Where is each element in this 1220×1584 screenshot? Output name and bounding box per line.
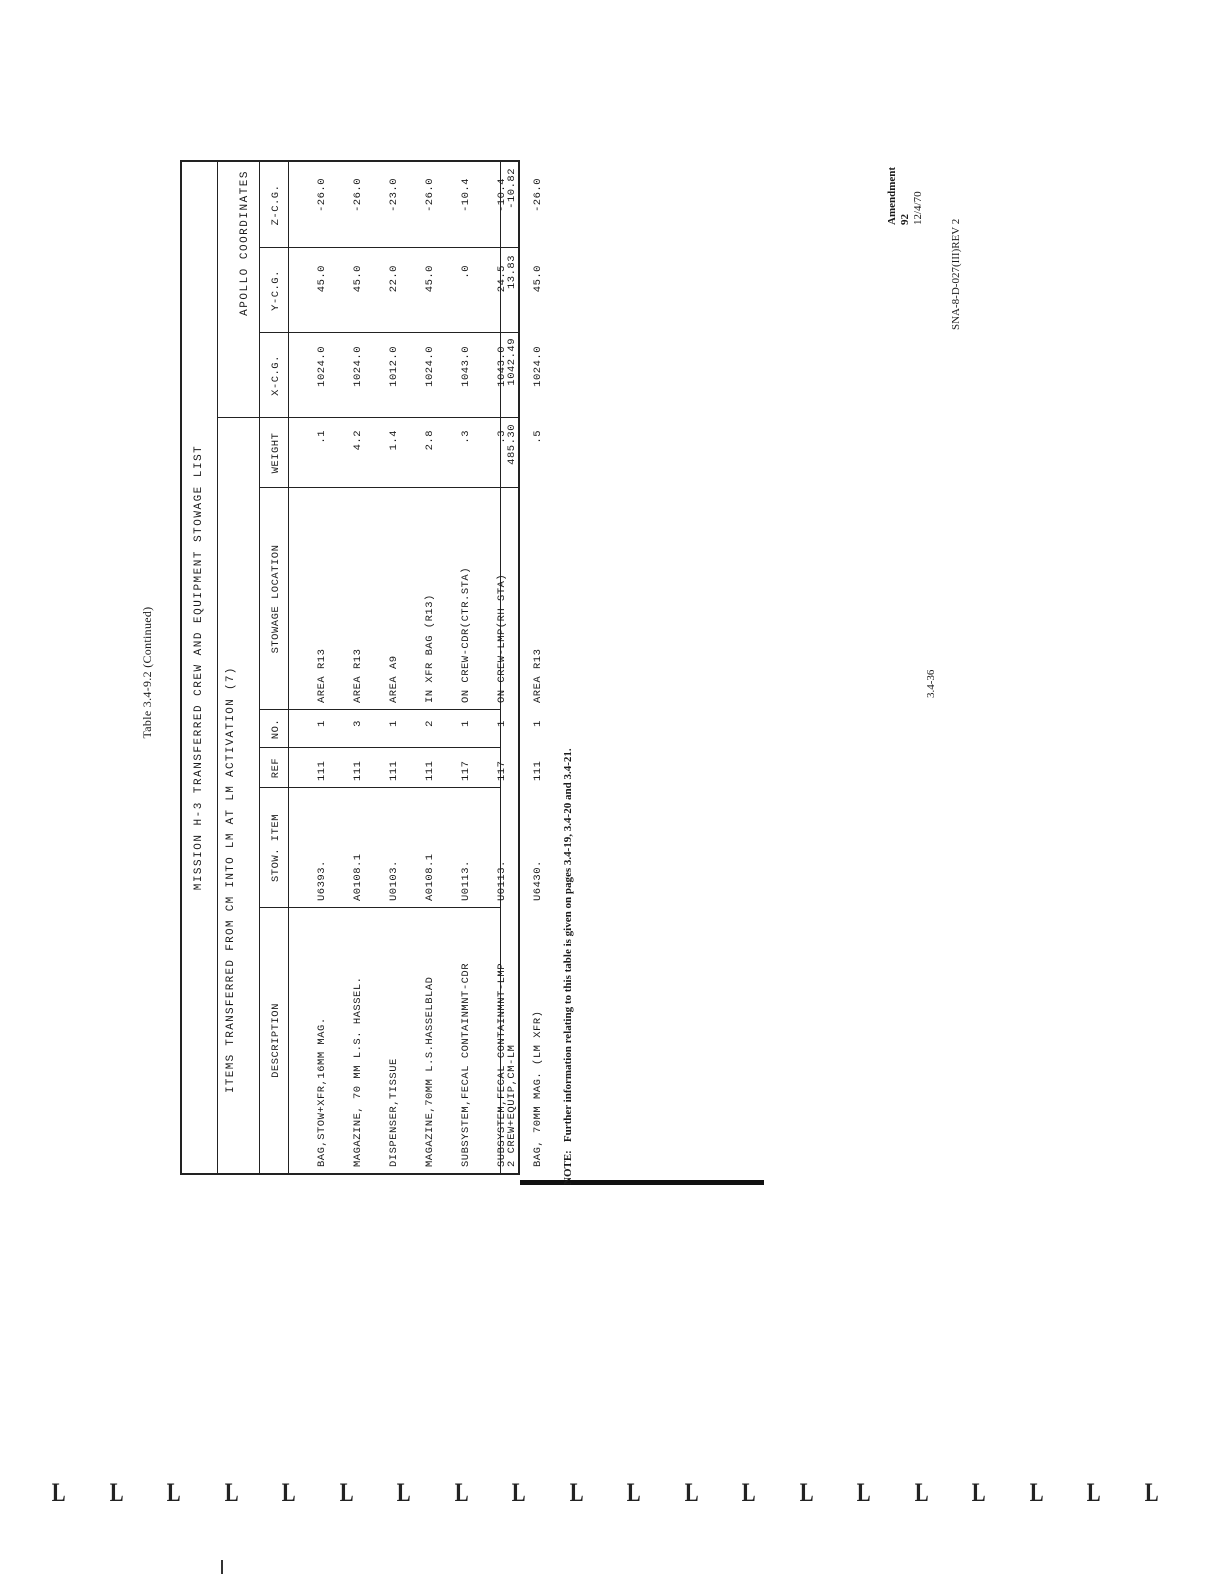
rule-header-bottom: [288, 162, 289, 1173]
table-row-location: ON CREW-LMP(RH STA): [496, 573, 508, 703]
page-number: 3.4-36: [925, 669, 937, 698]
table-row-stow-item: U6393.: [316, 860, 328, 901]
table-row-ycg: .0: [460, 265, 472, 279]
amendment-block: [886, 160, 925, 225]
table-row-ref: 117: [460, 760, 472, 781]
table-row-ycg: 22.0: [388, 265, 400, 293]
table-row-zcg: -10.4: [460, 178, 472, 213]
header-ref: REF: [270, 757, 282, 779]
col-ref: [292, 751, 568, 781]
stowage-table: [180, 160, 544, 1175]
rotated-page-content: [140, 160, 965, 1185]
table-row-description: DISPENSER,TISSUE: [388, 1058, 400, 1167]
total-weight: 485.30: [506, 424, 518, 465]
col-xcg: [292, 346, 568, 418]
col-no: [292, 720, 568, 748]
table-row-xcg: 1043.0: [496, 346, 508, 387]
edge-mark: L: [569, 1478, 584, 1507]
table-row-zcg: -26.0: [316, 178, 328, 213]
col-weight: [292, 430, 568, 488]
table-row-description: MAGAZINE,70MM L.S.HASSELBLAD: [424, 976, 436, 1167]
table-row-stow-item: U0113.: [496, 860, 508, 901]
header-weight: WEIGHT: [270, 432, 282, 474]
table-row-no: 1: [388, 720, 400, 727]
table-row-ycg: 45.0: [352, 265, 364, 293]
table-row-location: AREA R13: [316, 648, 328, 703]
edge-mark: L: [166, 1478, 181, 1507]
thick-rule: [520, 1180, 764, 1185]
col-ycg: [292, 265, 568, 333]
table-row-stow-item: U0113.: [460, 860, 472, 901]
col-zcg: [292, 178, 568, 248]
col-stow-item: [292, 791, 568, 901]
edge-mark: L: [1086, 1478, 1101, 1507]
table-row-weight: .1: [316, 430, 328, 444]
scan-tick-mark: [221, 1560, 223, 1574]
edge-mark: L: [741, 1478, 756, 1507]
table-row-description: SUBSYSTEM,FECAL CONTAINMNT-CDR: [460, 962, 472, 1167]
table-row-ycg: 24.5: [496, 265, 508, 293]
edge-mark: L: [109, 1478, 124, 1507]
table-row-location: AREA A9: [388, 655, 400, 703]
total-description: 2 CREW+EQUIP,CM-LM: [506, 1044, 518, 1167]
header-no: NO.: [270, 718, 282, 740]
total-zcg: -10.82: [506, 168, 518, 209]
rule-col-1: [259, 907, 500, 908]
table-subtitle: ITEMS TRANSFERRED FROM CM INTO LM AT LM ACTIVATION (7): [225, 666, 237, 1093]
table-row-weight: .5: [532, 430, 544, 444]
edge-mark: L: [684, 1478, 699, 1507]
note: [562, 285, 574, 1185]
table-row-location: IN XFR BAG (R13): [424, 594, 436, 703]
table-row-description: BAG,STOW+XFR,16MM MAG.: [316, 1017, 328, 1167]
table-row-xcg: 1012.0: [388, 346, 400, 387]
edge-mark: L: [799, 1478, 814, 1507]
header-xcg: X-C.G.: [270, 355, 282, 396]
edge-mark: L: [224, 1478, 239, 1507]
table-row-xcg: 1024.0: [316, 346, 328, 387]
total-xcg: 1042.49: [506, 338, 518, 386]
table-row-ref: 111: [388, 760, 400, 781]
scan-edge-marks: [50, 1478, 1160, 1508]
table-row-no: 2: [424, 720, 436, 727]
table-row-ref: 111: [352, 760, 364, 781]
col-description: [292, 912, 568, 1167]
col-location: [292, 493, 568, 703]
header-zcg: Z-C.G.: [270, 184, 282, 226]
table-caption: Table 3.4-9.2 (Continued): [140, 606, 154, 739]
table-row-weight: 1.4: [388, 430, 400, 451]
table-row-description: MAGAZINE, 70 MM L.S. HASSEL.: [352, 976, 364, 1167]
table-row-stow-item: U6430.: [532, 860, 544, 901]
header-location: STOWAGE LOCATION: [270, 544, 282, 654]
table-subheader: [217, 162, 257, 1173]
header-stow-item: STOW. ITEM: [270, 814, 282, 883]
table-row-ref: 117: [496, 760, 508, 781]
edge-mark: L: [1144, 1478, 1159, 1507]
table-row-stow-item: A0108.1: [352, 853, 364, 901]
table-row-no: 1: [532, 720, 544, 727]
table-row-description: SUBSYSTEM,FECAL CONTAINMNT-LMP: [496, 962, 508, 1167]
document-number: SNA-8-D-027(III)REV 2: [950, 218, 962, 330]
table-row-xcg: 1043.0: [460, 346, 472, 387]
table-row-weight: 4.2: [352, 430, 364, 451]
table-row-weight: .3: [496, 430, 508, 444]
table-row-location: ON CREW-CDR(CTR.STA): [460, 566, 472, 703]
amendment-number: Amendment 92: [886, 166, 911, 225]
edge-mark: L: [51, 1478, 66, 1507]
edge-mark: L: [626, 1478, 641, 1507]
table-title: MISSION H-3 TRANSFERRED CREW AND EQUIPMENT STOWAGE LIST: [193, 444, 205, 891]
edge-mark: L: [339, 1478, 354, 1507]
edge-mark: L: [914, 1478, 929, 1507]
table-row-weight: .3: [460, 430, 472, 444]
table-row-zcg: -23.0: [388, 178, 400, 213]
table-row-zcg: -10.4: [496, 178, 508, 213]
table-row-no: 1: [460, 720, 472, 727]
edge-mark: L: [511, 1478, 526, 1507]
edge-mark: L: [281, 1478, 296, 1507]
table-row-ref: 111: [424, 760, 436, 781]
table-row-xcg: 1024.0: [532, 346, 544, 387]
table-row-ycg: 45.0: [316, 265, 328, 293]
rule-header-top: [259, 162, 260, 1173]
table-row-xcg: 1024.0: [424, 346, 436, 387]
table-row-ycg: 45.0: [532, 265, 544, 293]
note-label: NOTE:: [562, 1150, 574, 1185]
apollo-coordinates-header: APOLLO COORDINATES: [239, 170, 251, 316]
rule-coords-left: [217, 417, 259, 418]
table-row-ycg: 45.0: [424, 265, 436, 293]
table-row-zcg: -26.0: [424, 178, 436, 213]
table-row-weight: 2.8: [424, 430, 436, 451]
table-row-stow-item: U0103.: [388, 860, 400, 901]
table-row-xcg: 1024.0: [352, 346, 364, 387]
table-row-location: AREA R13: [532, 648, 544, 703]
table-row-ref: 111: [316, 760, 328, 781]
amendment-date: 12/4/70: [912, 191, 924, 225]
header-description: DESCRIPTION: [270, 1003, 282, 1078]
edge-mark: L: [454, 1478, 469, 1507]
table-row-ref: 111: [532, 760, 544, 781]
note-text: Further information relating to this table is given on pages 3.4-19, 3.4-20 and 3.4-21.: [562, 748, 574, 1143]
total-ycg: 13.83: [506, 255, 518, 290]
table-row-no: 1: [496, 720, 508, 727]
edge-mark: L: [1029, 1478, 1044, 1507]
table-row-no: 1: [316, 720, 328, 727]
edge-mark: L: [971, 1478, 986, 1507]
table-row-location: AREA R13: [352, 648, 364, 703]
rule-col-2: [259, 787, 500, 788]
table-row-no: 3: [352, 720, 364, 727]
table-row-stow-item: A0108.1: [424, 853, 436, 901]
table-row-description: BAG, 70MM MAG. (LM XFR): [532, 1010, 544, 1167]
edge-mark: L: [856, 1478, 871, 1507]
rule-title: [217, 162, 218, 1173]
header-ycg: Y-C.G.: [270, 270, 282, 311]
edge-mark: L: [396, 1478, 411, 1507]
table-row-zcg: -26.0: [352, 178, 364, 213]
table-row-zcg: -26.0: [532, 178, 544, 213]
